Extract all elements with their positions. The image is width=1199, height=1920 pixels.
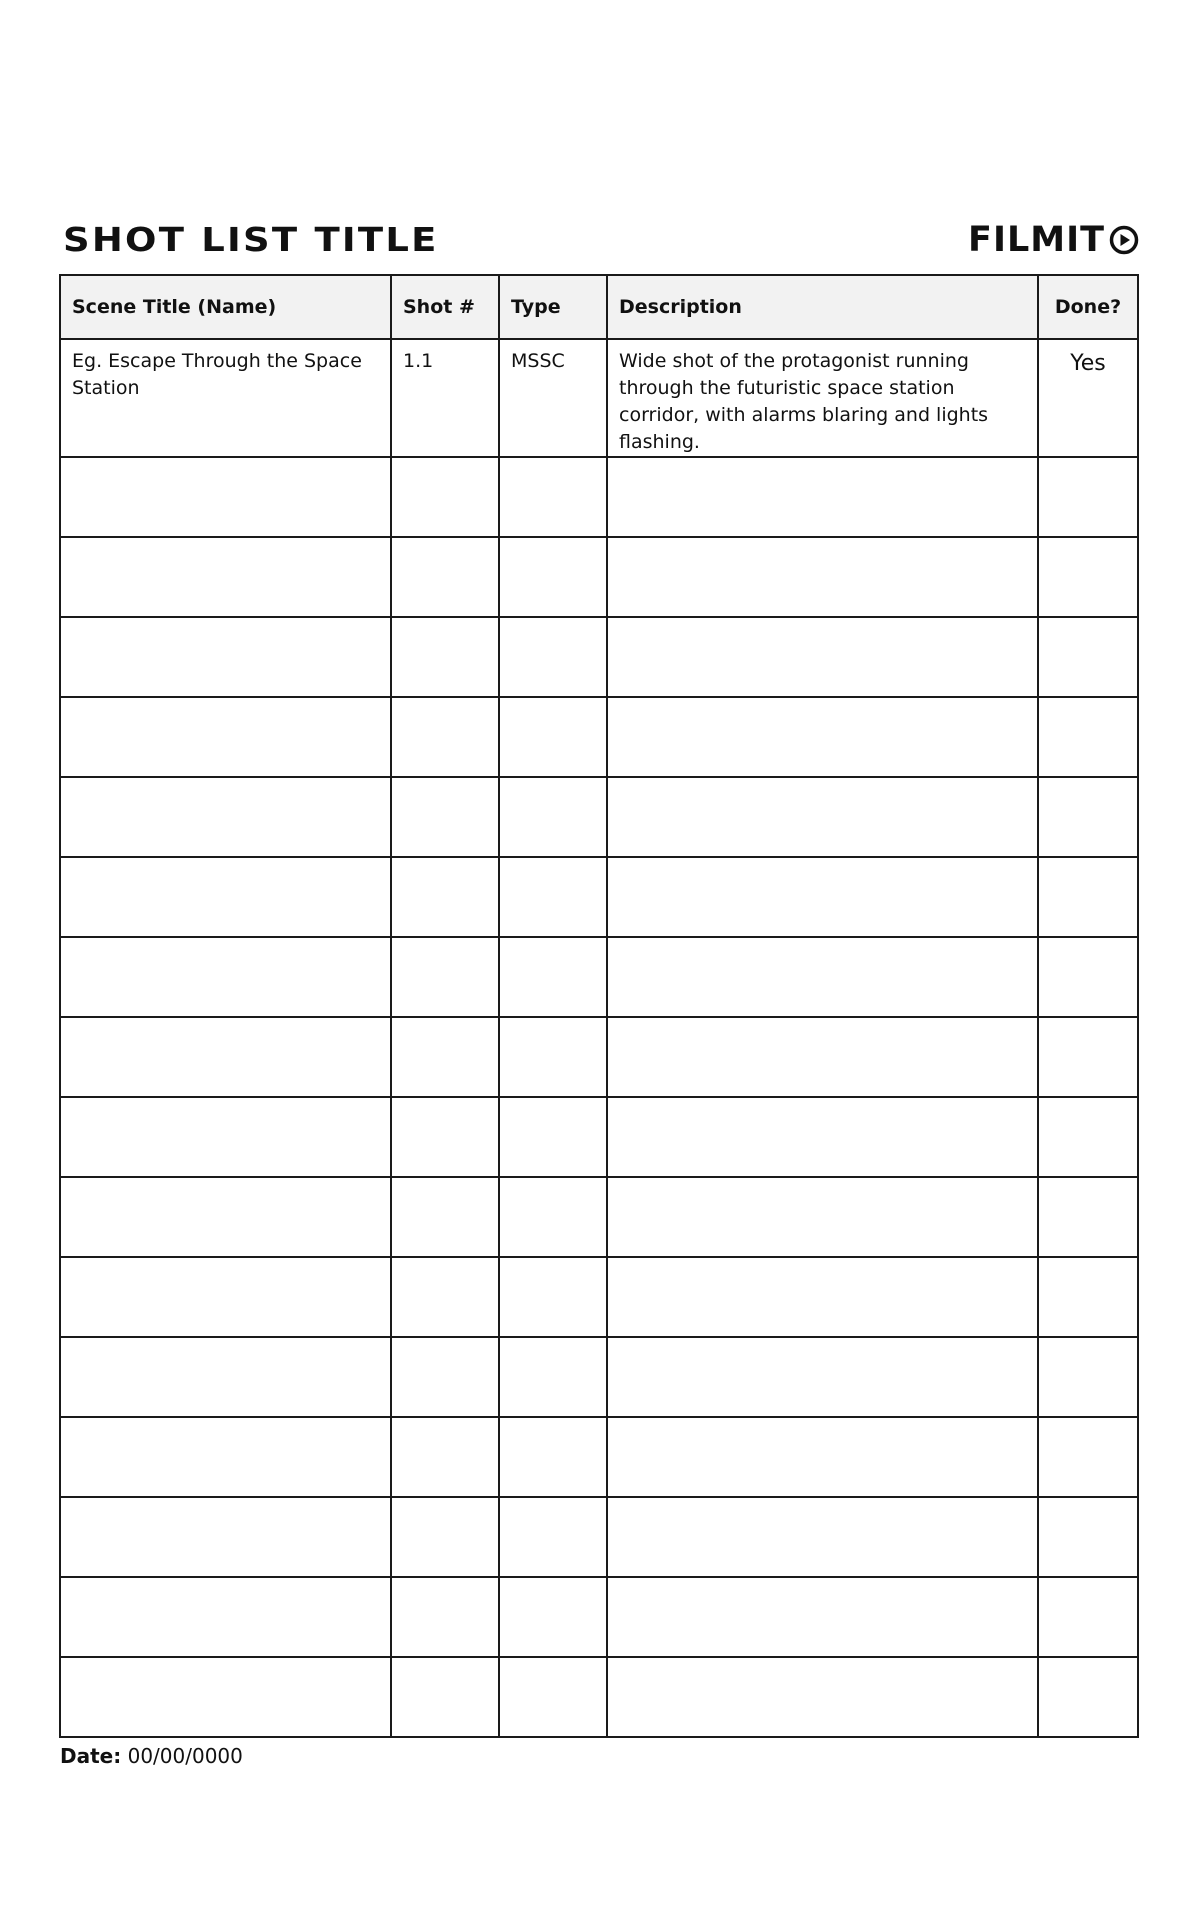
table-row — [60, 697, 1138, 777]
done-cell[interactable] — [1038, 857, 1138, 937]
scene-title-cell[interactable]: Eg. Escape Through the Space Station — [60, 339, 391, 457]
done-cell[interactable] — [1038, 697, 1138, 777]
shot-number-cell[interactable] — [391, 1417, 499, 1497]
description-cell[interactable] — [607, 1017, 1038, 1097]
shot-type-cell[interactable] — [499, 1017, 607, 1097]
scene-title-cell[interactable] — [60, 1417, 391, 1497]
table-row — [60, 1417, 1138, 1497]
scene-title-cell[interactable] — [60, 1017, 391, 1097]
shot-number-cell[interactable] — [391, 1577, 499, 1657]
description-cell[interactable] — [607, 537, 1038, 617]
scene-title-cell[interactable] — [60, 1097, 391, 1177]
done-cell[interactable] — [1038, 1577, 1138, 1657]
description-cell[interactable] — [607, 1577, 1038, 1657]
done-cell[interactable] — [1038, 1017, 1138, 1097]
table-row — [60, 1337, 1138, 1417]
shot-number-cell[interactable] — [391, 1257, 499, 1337]
description-cell[interactable] — [607, 1337, 1038, 1417]
scene-title-cell[interactable] — [60, 457, 391, 537]
shot-number-cell[interactable] — [391, 937, 499, 1017]
column-header-done: Done? — [1038, 275, 1138, 339]
shot-type-cell[interactable] — [499, 617, 607, 697]
shot-type-cell[interactable] — [499, 1177, 607, 1257]
shot-type-cell[interactable] — [499, 1257, 607, 1337]
table-row — [60, 617, 1138, 697]
date-value: 00/00/0000 — [127, 1744, 243, 1768]
shot-type-cell[interactable] — [499, 697, 607, 777]
description-cell[interactable] — [607, 1417, 1038, 1497]
done-cell[interactable] — [1038, 457, 1138, 537]
done-cell[interactable] — [1038, 937, 1138, 1017]
description-cell[interactable] — [607, 937, 1038, 1017]
shot-type-cell[interactable] — [499, 777, 607, 857]
description-cell[interactable] — [607, 777, 1038, 857]
table-row — [60, 1177, 1138, 1257]
shot-number-cell[interactable] — [391, 1177, 499, 1257]
done-cell[interactable] — [1038, 1257, 1138, 1337]
scene-title-cell[interactable] — [60, 1257, 391, 1337]
done-cell[interactable] — [1038, 1497, 1138, 1577]
scene-title-cell[interactable] — [60, 937, 391, 1017]
shot-type-cell[interactable]: MSSC — [499, 339, 607, 457]
shot-type-cell[interactable] — [499, 1497, 607, 1577]
scene-title-cell[interactable] — [60, 777, 391, 857]
done-cell[interactable]: Yes — [1038, 339, 1138, 457]
table-row — [60, 537, 1138, 617]
table-row — [60, 937, 1138, 1017]
done-cell[interactable] — [1038, 1337, 1138, 1417]
description-cell[interactable] — [607, 617, 1038, 697]
description-cell[interactable] — [607, 857, 1038, 937]
shot-type-cell[interactable] — [499, 1577, 607, 1657]
table-header-row — [60, 275, 1138, 339]
shot-type-cell[interactable] — [499, 1417, 607, 1497]
done-cell[interactable] — [1038, 1417, 1138, 1497]
description-cell[interactable] — [607, 1497, 1038, 1577]
description-cell[interactable] — [607, 1657, 1038, 1737]
shot-number-cell[interactable] — [391, 1497, 499, 1577]
done-cell[interactable] — [1038, 537, 1138, 617]
shot-number-cell[interactable] — [391, 1337, 499, 1417]
date-line — [60, 1742, 243, 1770]
scene-title-cell[interactable] — [60, 617, 391, 697]
shot-number-cell[interactable] — [391, 697, 499, 777]
shot-list-title: SHOT LIST TITLE — [63, 220, 439, 259]
scene-title-cell[interactable] — [60, 1577, 391, 1657]
description-cell[interactable] — [607, 697, 1038, 777]
table-row — [60, 857, 1138, 937]
description-cell[interactable] — [607, 1177, 1038, 1257]
shot-number-cell[interactable] — [391, 1657, 499, 1737]
description-cell[interactable]: Wide shot of the protagonist running through the futuristic space station corridor, with alarms blaring and lights flashing. — [607, 339, 1038, 457]
shot-number-cell[interactable] — [391, 777, 499, 857]
scene-title-cell[interactable] — [60, 1657, 391, 1737]
shot-number-cell[interactable] — [391, 1097, 499, 1177]
shot-type-cell[interactable] — [499, 537, 607, 617]
done-cell[interactable] — [1038, 1177, 1138, 1257]
shot-number-cell[interactable]: 1.1 — [391, 339, 499, 457]
table-row-example — [60, 339, 1138, 457]
scene-title-cell[interactable] — [60, 1177, 391, 1257]
column-header-shot-number: Shot # — [391, 275, 499, 339]
table-row — [60, 777, 1138, 857]
shot-number-cell[interactable] — [391, 857, 499, 937]
table-row — [60, 1257, 1138, 1337]
done-cell[interactable] — [1038, 777, 1138, 857]
column-header-type: Type — [499, 275, 607, 339]
description-cell[interactable] — [607, 1257, 1038, 1337]
done-cell[interactable] — [1038, 1097, 1138, 1177]
shot-type-cell[interactable] — [499, 1097, 607, 1177]
shot-number-cell[interactable] — [391, 617, 499, 697]
table-row — [60, 1097, 1138, 1177]
play-circle-icon — [1109, 225, 1139, 255]
shot-number-cell[interactable] — [391, 457, 499, 537]
done-cell[interactable] — [1038, 617, 1138, 697]
shot-number-cell[interactable] — [391, 537, 499, 617]
table-row — [60, 1497, 1138, 1577]
scene-title-cell[interactable] — [60, 1337, 391, 1417]
table-row — [60, 1577, 1138, 1657]
brand-name: FILMIT — [968, 220, 1105, 260]
shot-number-cell[interactable] — [391, 1017, 499, 1097]
shot-type-cell[interactable] — [499, 457, 607, 537]
description-cell[interactable] — [607, 457, 1038, 537]
column-header-scene-title: Scene Title (Name) — [60, 275, 391, 339]
date-label: Date: — [60, 1744, 122, 1768]
shot-list-table — [59, 274, 1139, 1738]
shot-type-cell[interactable] — [499, 937, 607, 1017]
table-row — [60, 1657, 1138, 1737]
table-row — [60, 457, 1138, 537]
shot-type-cell[interactable] — [499, 1337, 607, 1417]
brand-logo — [968, 218, 1139, 262]
shot-type-cell[interactable] — [499, 1657, 607, 1737]
scene-title-cell[interactable] — [60, 537, 391, 617]
description-cell[interactable] — [607, 1097, 1038, 1177]
column-header-description: Description — [607, 275, 1038, 339]
shot-type-cell[interactable] — [499, 857, 607, 937]
done-cell[interactable] — [1038, 1657, 1138, 1737]
scene-title-cell[interactable] — [60, 1497, 391, 1577]
scene-title-cell[interactable] — [60, 697, 391, 777]
table-row — [60, 1017, 1138, 1097]
scene-title-cell[interactable] — [60, 857, 391, 937]
